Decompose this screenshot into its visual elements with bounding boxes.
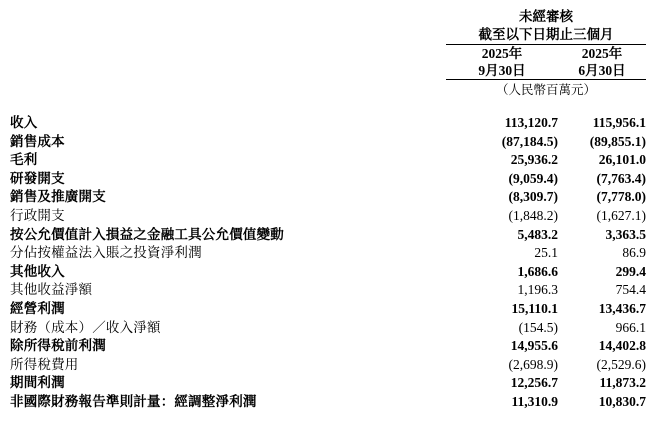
table-row <box>10 170 646 189</box>
row-value-col1: 113,120.7 <box>504 115 558 130</box>
row-label: 經營利潤 <box>10 300 65 316</box>
row-value-col1: (9,059.4) <box>508 170 558 186</box>
header-period: 截至以下日期止三個月 <box>446 26 646 45</box>
row-value-col2: (89,855.1) <box>589 133 646 149</box>
row-label: 毛利 <box>10 152 38 168</box>
row-value-col2: 754.4 <box>615 282 646 298</box>
row-value-col2: 299.4 <box>615 263 646 279</box>
row-value-col1: 25.1 <box>534 245 558 261</box>
table-row <box>10 207 646 226</box>
row-label: 除所得稅前利潤 <box>10 338 106 354</box>
row-label: 分佔按權益法入賬之投資淨利潤 <box>10 245 202 261</box>
header-row-dates <box>10 62 646 80</box>
row-label: 非國際財務報告準則計量：經調整淨利潤 <box>10 393 257 409</box>
row-value-col1: 12,256.7 <box>510 375 558 391</box>
table-row <box>10 300 646 319</box>
row-value-col2: 11,873.2 <box>599 375 646 391</box>
header-row-period <box>10 26 646 45</box>
row-value-col1: (1,848.2) <box>508 207 558 223</box>
table-row <box>10 281 646 300</box>
table-row <box>10 244 646 263</box>
row-label: 按公允價值計入損益之金融工具公允價值變動 <box>10 226 284 242</box>
table-row <box>10 263 646 282</box>
row-label: 研發開支 <box>10 170 65 186</box>
row-value-col1: 1,686.6 <box>517 263 558 279</box>
row-value-col2: (2,529.6) <box>596 356 646 372</box>
header-row-years <box>10 45 646 63</box>
row-value-col2: 10,830.7 <box>598 393 646 409</box>
row-value-col1: 15,110.1 <box>511 300 558 316</box>
row-value-col1: 5,483.2 <box>517 226 558 242</box>
header-row-unaudited <box>10 8 646 26</box>
table-row <box>10 374 646 393</box>
row-value-col1: (154.5) <box>518 319 558 335</box>
row-value-col1: (87,184.5) <box>501 133 558 149</box>
table-row <box>10 188 646 207</box>
row-label: 銷售成本 <box>10 133 65 149</box>
row-value-col2: 26,101.0 <box>598 152 646 168</box>
row-label: 其他收益淨額 <box>10 282 93 298</box>
table-row <box>10 226 646 245</box>
row-label: 所得稅費用 <box>10 356 79 372</box>
table-body <box>10 114 646 412</box>
header-spacer <box>10 8 446 26</box>
row-value-col1: 1,196.3 <box>517 282 558 298</box>
row-label: 銷售及推廣開支 <box>10 189 106 205</box>
financial-table <box>10 8 646 412</box>
table-row <box>10 151 646 170</box>
table-row <box>10 356 646 375</box>
row-value-col2: 115,956.1 <box>592 115 646 130</box>
header-col2-year: 2025年 <box>581 46 623 61</box>
row-value-col1: 11,310.9 <box>511 393 558 409</box>
header-spacer-3 <box>10 45 446 63</box>
header-unaudited: 未經審核 <box>519 9 573 24</box>
header-currency-note: （人民幣百萬元） <box>495 83 596 97</box>
row-label: 其他收入 <box>10 263 65 279</box>
table-row <box>10 133 646 152</box>
row-value-col2: 86.9 <box>622 245 646 261</box>
row-value-col2: (1,627.1) <box>596 207 646 223</box>
header-col2-date: 6月30日 <box>558 62 646 80</box>
row-value-col2: (7,778.0) <box>596 189 646 205</box>
table-row <box>10 114 646 133</box>
row-label: 行政開支 <box>10 207 65 223</box>
header-spacer-4 <box>10 62 446 80</box>
row-label: 收入 <box>10 115 38 130</box>
row-label: 期間利潤 <box>10 375 65 391</box>
row-value-col1: (2,698.9) <box>508 356 558 372</box>
header-spacer-2 <box>10 26 446 45</box>
header-spacer-5 <box>10 80 446 101</box>
row-value-col1: (8,309.7) <box>508 189 558 205</box>
header-row-currency <box>10 80 646 101</box>
row-value-col2: 966.1 <box>615 319 646 335</box>
row-value-col2: (7,763.4) <box>596 170 646 186</box>
table-row <box>10 393 646 412</box>
row-value-col2: 3,363.5 <box>605 226 646 242</box>
table-header-group <box>10 8 646 114</box>
row-value-col2: 14,402.8 <box>598 338 646 354</box>
row-value-col1: 25,936.2 <box>510 152 558 168</box>
row-value-col2: 13,436.7 <box>598 300 646 316</box>
header-bottom-spacer <box>10 100 646 114</box>
row-label: 財務（成本）／收入淨額 <box>10 319 161 335</box>
header-col1-year: 2025年 <box>481 46 523 61</box>
table-row <box>10 319 646 338</box>
table-row <box>10 337 646 356</box>
header-col1-date: 9月30日 <box>446 62 558 80</box>
row-value-col1: 14,955.6 <box>510 338 558 354</box>
